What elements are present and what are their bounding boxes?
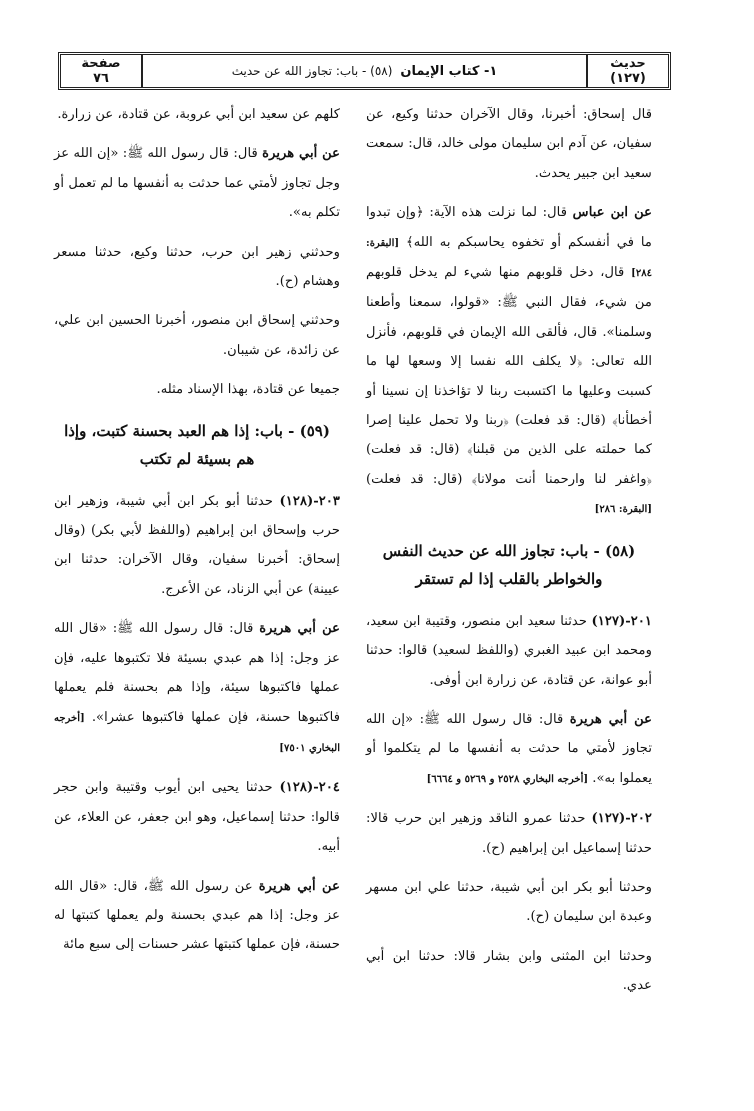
isnad: حدثنا يحيى ابن أيوب وقتيبة وابن حجر قالوا: حدثنا إسماعيل، وهو ابن جعفر، عن العلاء، عن أبيه. [54, 780, 340, 855]
hadith [54, 614, 340, 763]
isnad: حدثنا سعيد ابن منصور، وقتيبة ابن سعيد، ومحمد ابن عبيد الغبري (واللفظ لسعيد) قالوا: حدثنا أبو عوانة، عن قتادة، عن زرارة ابن أوفى. [366, 613, 652, 688]
paragraph: كلهم عن سعيد ابن أبي عروبة، عن قتادة، عن زرارة. [57, 107, 340, 122]
page-header [58, 52, 671, 90]
hadith-label: حديث [610, 56, 646, 71]
chapter-title: (٥٨) - باب: تجاوز الله عن حديث [231, 64, 393, 78]
narrator: عن أبي هريرة [259, 621, 340, 637]
reference: [البقرة: ٢٨٤] [366, 237, 652, 280]
hadith [366, 607, 652, 695]
reference: [أخرجه البخاري ٧٥٠١] [54, 712, 340, 754]
hadith-number: ٢٠١-(١٢٧) [591, 613, 652, 629]
narrator: عن أبي هريرة [569, 711, 652, 727]
hadith [366, 705, 652, 794]
hadith-text: قال: قال رسول الله ﷺ: «إن الله عز وجل تجاوز لأمتي عما حدثت به أنفسها ما لم تعمل أو تكلم به». [54, 146, 340, 221]
hadith [54, 139, 340, 227]
isnad: حدثنا عمرو الناقد وزهير ابن حرب قالا: حدثنا إسماعيل ابن إبراهيم (ح). [366, 811, 652, 856]
left-column [54, 100, 340, 970]
hadith-number-box [586, 55, 668, 87]
hadith-number: ٢٠٢-(١٢٧) [591, 811, 652, 827]
hadith-text: قال: قال رسول الله ﷺ: «قال الله عز وجل: إذا هم عبدي بسيئة فلا تكتبوها عليه، فإن عملها فاكتبوها سيئة، وإذا هم بحسنة فلم يعملها فاكتبوها حسنة، فإن عملها فاكتبوها عشرا». [54, 621, 340, 725]
page-number-box [61, 55, 143, 87]
reference: [البقرة: ٢٨٦] [594, 504, 652, 516]
chapter-heading: (٥٨) - باب: تجاوز الله عن حديث النفس والخواطر بالقلب إذا لم تستقر [382, 541, 636, 588]
reference: [أخرجه البخاري ٢٥٢٨ و ٥٢٦٩ و ٦٦٦٤] [426, 773, 589, 785]
chapter-heading: (٥٩) - باب: إذا هم العبد بحسنة كتبت، وإذا هم بسيئة لم تكتب [64, 421, 330, 468]
hadith [54, 773, 340, 861]
hadith-text: عن رسول الله ﷺ، قال: «قال الله عز وجل: إذا هم عبدي بحسنة ولم يعملها كتبتها له حسنة، فإن عملها كتبتها عشر حسنات إلى سبع مائة [54, 878, 340, 953]
hadith-text: قال، دخل قلوبهم منها شيء لم يدخل قلوبهم من شيء، فقال النبي ﷺ: «قولوا، سمعنا وأطعنا وسلمنا». قال، فألقى الله الإيمان في قلوبهم، فأنزل الله تعالى: ﴿لا يكلف الله نفسا إلا وسعها لها ما كسبت وعليها ما اكتسبت ربنا لا تؤاخذنا إن نسينا أو أخطأنا﴾ (قال: قد فعلت) ﴿ربنا ولا تحمل علينا إصرا كما حملته على الذين من قبلنا﴾ (قال: قد فعلت) ﴿واغفر لنا وارحمنا أنت مولانا﴾ (قال: قد فعلت) [366, 265, 652, 487]
paragraph: قال إسحاق: أخبرنا، وقال الآخران حدثنا وكيع، عن سفيان، عن آدم ابن سليمان مولى خالد، قال: سمعت سعيد ابن جبير يحدث. [366, 107, 652, 181]
right-column [366, 100, 652, 1011]
hadith [366, 804, 652, 863]
hadith [54, 487, 340, 605]
hadith-text: قال: لما نزلت هذه الآية: ﴿وإن تبدوا ما في أنفسكم أو تخفوه يحاسبكم به الله﴾ [366, 205, 652, 250]
paragraph: وحدثني إسحاق ابن منصور، أخبرنا الحسين ابن علي، عن زائدة، عن شيبان. [54, 313, 340, 358]
paragraph: وحدثنا ابن المثنى وابن بشار قالا: حدثنا ابن أبي عدي. [366, 948, 652, 994]
header-title [143, 55, 586, 87]
page-number: ٧٦ [93, 71, 109, 86]
paragraph: وحدثنا أبو بكر ابن أبي شيبة، حدثنا علي ابن مسهر وعبدة ابن سليمان (ح). [366, 879, 652, 925]
hadith-number: ٢٠٣-(١٢٨) [279, 493, 340, 509]
hadith-number: ٢٠٤-(١٢٨) [279, 780, 340, 796]
book-title: ١- كتاب الإيمان [400, 63, 498, 79]
narrator: عن أبي هريرة [258, 878, 340, 894]
isnad: حدثنا أبو بكر ابن أبي شيبة، وزهير ابن حرب وإسحاق ابن إبراهيم (واللفظ لأبي بكر) (وقال إسحاق: أخبرنا سفيان، وقال الآخران: حدثنا ابن عيينة) عن أبي الزناد، عن الأعرج. [54, 493, 340, 597]
hadith-number: (١٢٧) [610, 71, 646, 86]
paragraph: جميعا عن قتادة، بهذا الإسناد مثله. [156, 382, 340, 398]
hadith-text: قال: قال رسول الله ﷺ: «إن الله تجاوز لأمتي ما حدثت به أنفسها ما لم يتكلموا أو يعملوا به». [366, 711, 652, 786]
paragraph [366, 198, 652, 524]
page-label: صفحة [81, 56, 121, 71]
narrator: عن أبي هريرة [262, 146, 340, 162]
paragraph: وحدثني زهير ابن حرب، حدثنا وكيع، حدثنا مسعر وهشام (ح). [54, 244, 340, 290]
narrator: عن ابن عباس [572, 205, 652, 221]
hadith [54, 872, 340, 960]
